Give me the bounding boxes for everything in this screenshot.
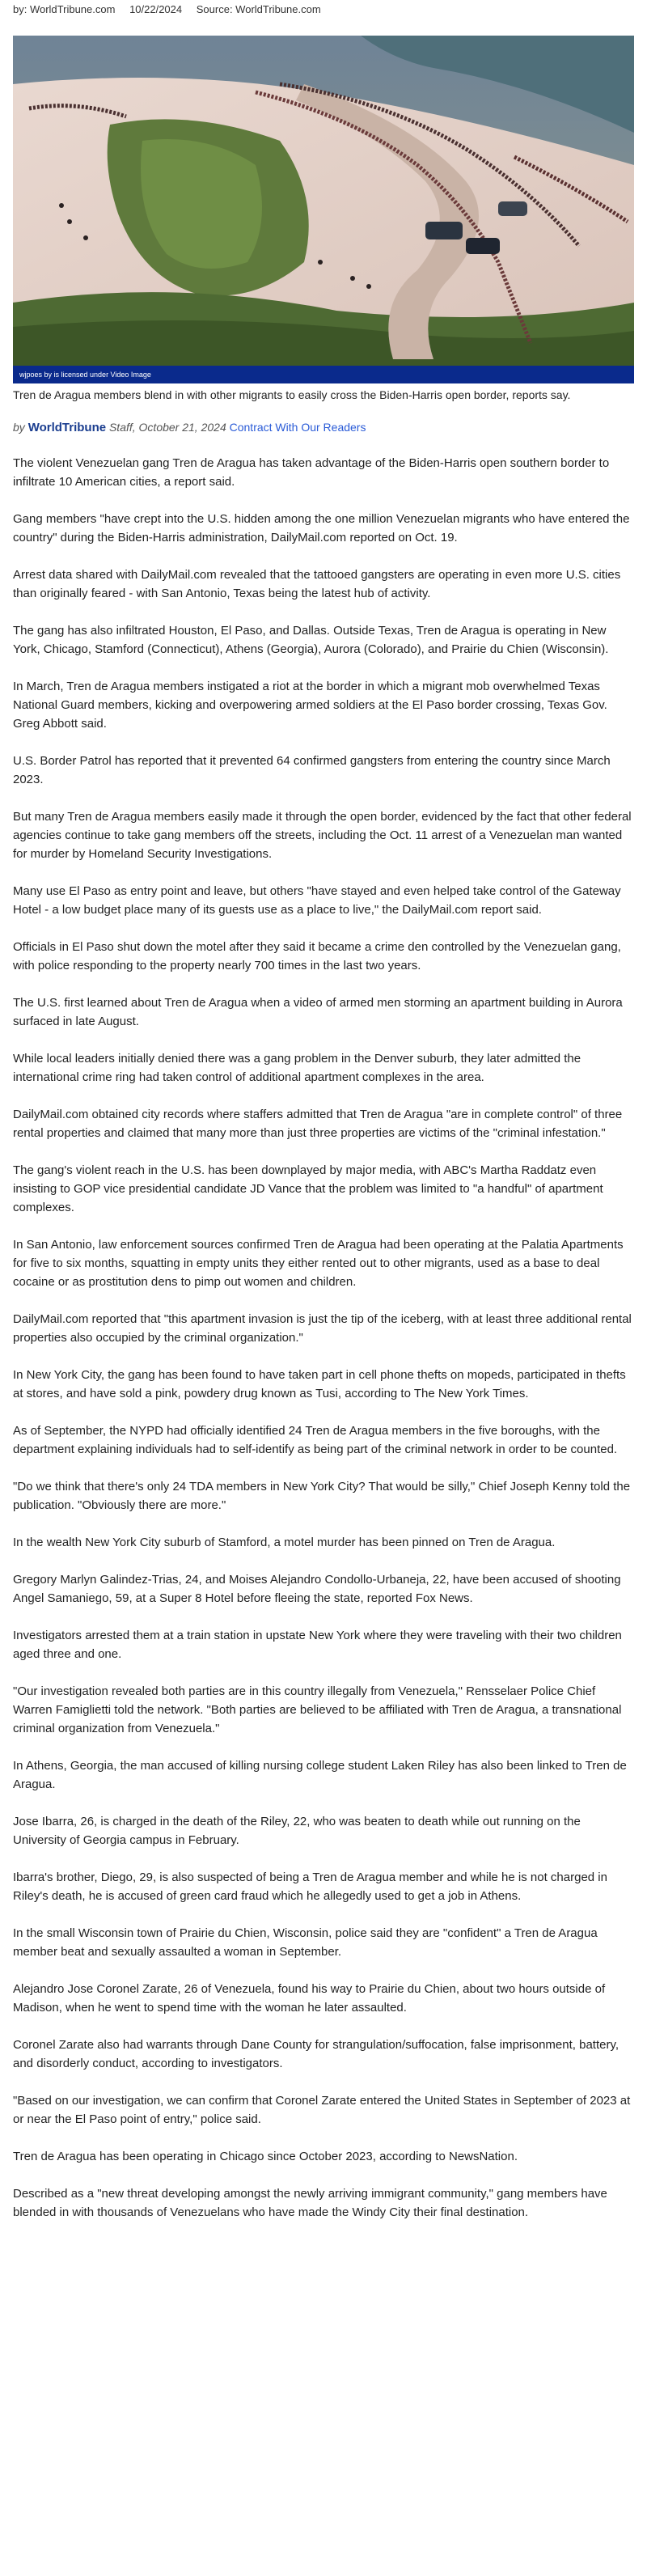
article-paragraph: In San Antonio, law enforcement sources confirmed Tren de Aragua had been operating at the Palatia Apartments for five to six months, squatting in empty units they either rented out to other migrants, used as a base to deal cocaine or as prostitution dens to pimp out women and children. bbox=[13, 1238, 624, 1289]
article-paragraph: As of September, the NYPD had officially identified 24 Tren de Aragua members in the five boroughs, with the department explaining individuals had to self-identify as being part of the criminal network in order to be counted. bbox=[13, 1424, 618, 1456]
article-paragraph: Officials in El Paso shut down the motel after they said it became a crime den controlled by the Venezuelan gang, with police responding to the property nearly 700 times in the last two years. bbox=[13, 940, 621, 972]
byline bbox=[13, 419, 634, 436]
meta-by: by: WorldTribune.com bbox=[13, 3, 116, 15]
article-paragraph: Ibarra's brother, Diego, 29, is also suspected of being a Tren de Aragua member and while he is not charged in Riley's death, he is accused of green card fraud which he allegedly used to get a job in Athens. bbox=[13, 1871, 607, 1903]
border-crowd-image bbox=[13, 36, 634, 383]
article-paragraph: While local leaders initially denied there was a gang problem in the Denver suburb, they later admitted the international crime ring had taken control of additional apartment complexes in the area. bbox=[13, 1052, 581, 1084]
article-body bbox=[13, 454, 634, 2222]
article bbox=[13, 0, 634, 2240]
article-paragraph: In the wealth New York City suburb of Stamford, a motel murder has been pinned on Tren de Aragua. bbox=[13, 1536, 556, 1549]
article-paragraph: In the small Wisconsin town of Prairie du Chien, Wisconsin, police said they are "confident" a Tren de Aragua member beat and sexually assaulted a woman in September. bbox=[13, 1926, 598, 1959]
meta-date: 10/22/2024 bbox=[129, 3, 183, 15]
article-paragraph: DailyMail.com reported that "this apartment invasion is just the tip of the iceberg, with at least three additional rental properties also occupied by the criminal organization." bbox=[13, 1312, 632, 1345]
article-paragraph: But many Tren de Aragua members easily made it through the open border, evidenced by the fact that other federal agencies continue to take gang members off the streets, including the Oct. 11 arrest of a Venezuelan man wanted for murder by Homeland Security Investigations. bbox=[13, 810, 632, 861]
article-paragraph: Gang members "have crept into the U.S. hidden among the one million Venezuelan migrants who have entered the country" during the Biden-Harris administration, DailyMail.com reported on Oct. 19. bbox=[13, 512, 630, 544]
article-paragraph: "Do we think that there's only 24 TDA members in New York City? That would be silly," Chief Joseph Kenny told the publication. "Obviously there are more." bbox=[13, 1480, 631, 1512]
meta-source: Source: WorldTribune.com bbox=[196, 3, 321, 15]
article-paragraph: U.S. Border Patrol has reported that it prevented 64 confirmed gangsters from entering the country since March 2023. bbox=[13, 754, 611, 786]
article-paragraph: Gregory Marlyn Galindez-Trias, 24, and Moises Alejandro Condollo-Urbaneja, 22, have been accused of shooting Angel Samaniego, 59, at a Super 8 Hotel before fleeing the state, reported Fox News. bbox=[13, 1573, 621, 1605]
article-paragraph: "Based on our investigation, we can confirm that Coronel Zarate entered the United States in September of 2023 at or near the El Paso point of entry," police said. bbox=[13, 2094, 631, 2126]
article-paragraph: The U.S. first learned about Tren de Aragua when a video of armed men storming an apartment building in Aurora surfaced in late August. bbox=[13, 996, 623, 1028]
article-paragraph: Tren de Aragua has been operating in Chicago since October 2023, according to NewsNation. bbox=[13, 2150, 518, 2163]
article-paragraph: Many use El Paso as entry point and leave, but others "have stayed and even helped take control of the Gateway Hotel - a low budget place many of its guests use as a place to live," the DailyMail.com report said. bbox=[13, 884, 621, 917]
byline-staff: Staff, October 21, 2024 bbox=[108, 421, 226, 434]
contract-link[interactable]: Contract With Our Readers bbox=[229, 421, 366, 434]
article-paragraph: Alejandro Jose Coronel Zarate, 26 of Venezuela, found his way to Prairie du Chien, about two hours outside of Madison, when he went to spend time with the woman he later assaulted. bbox=[13, 1982, 606, 2015]
byline-author[interactable]: WorldTribune bbox=[27, 421, 107, 434]
article-paragraph: In New York City, the gang has been found to have taken part in cell phone thefts on mopeds, participated in thefts at stores, and have sold a pink, powdery drug known as Tusi, according to The New York Times. bbox=[13, 1368, 626, 1400]
article-paragraph: The violent Venezuelan gang Tren de Aragua has taken advantage of the Biden-Harris open southern border to infiltrate 10 American cities, a report said. bbox=[13, 456, 610, 489]
article-meta bbox=[13, 0, 634, 19]
article-paragraph: DailyMail.com obtained city records where staffers admitted that Tren de Aragua "are in complete control" of three rental properties and claimed that many more than just three properties are victims of the "criminal infestation." bbox=[13, 1108, 623, 1140]
article-paragraph: Arrest data shared with DailyMail.com revealed that the tattooed gangsters are operating in even more U.S. cities than originally feared - with San Antonio, Texas being the latest hub of activity. bbox=[13, 568, 621, 600]
article-paragraph: In Athens, Georgia, the man accused of killing nursing college student Laken Riley has also been linked to Tren de Aragua. bbox=[13, 1759, 627, 1791]
article-paragraph: Described as a "new threat developing amongst the newly arriving immigrant community," gang members have blended in with thousands of Venezuelans who have made the Windy City their final destination. bbox=[13, 2187, 607, 2219]
photo-caption: Tren de Aragua members blend in with other migrants to easily cross the Biden-Harris open border, reports say. bbox=[13, 388, 571, 401]
article-photo bbox=[13, 36, 634, 383]
article-paragraph: In March, Tren de Aragua members instigated a riot at the border in which a migrant mob overwhelmed Texas National Guard members, kicking and overpowering armed soldiers at the El Paso border crossing, Texas Gov. Greg Abbott said. bbox=[13, 680, 607, 731]
article-paragraph: Coronel Zarate also had warrants through Dane County for strangulation/suffocation, false imprisonment, battery, and disorderly conduct, according to investigators. bbox=[13, 2038, 620, 2070]
article-paragraph: The gang's violent reach in the U.S. has been downplayed by major media, with ABC's Martha Raddatz even insisting to GOP vice presidential candidate JD Vance that the problem was limited to "a handful" of apartment complexes. bbox=[13, 1163, 603, 1214]
article-paragraph: Jose Ibarra, 26, is charged in the death of the Riley, 22, who was beaten to death while out running on the University of Georgia campus in February. bbox=[13, 1815, 581, 1847]
byline-by: by bbox=[13, 421, 25, 434]
photo-credit: wjpoes by is licensed under Video Image bbox=[13, 366, 634, 383]
article-paragraph: The gang has also infiltrated Houston, El Paso, and Dallas. Outside Texas, Tren de Aragua is operating in New York, Chicago, Stamford (Connecticut), Athens (Georgia), Aurora (Colorado), and Prairie du Chien (Wisconsin). bbox=[13, 624, 609, 656]
article-paragraph: Investigators arrested them at a train station in upstate New York where they were traveling with their two children aged three and one. bbox=[13, 1629, 622, 1661]
article-paragraph: "Our investigation revealed both parties are in this country illegally from Venezuela," Rensselaer Police Chief Warren Famiglietti told the network. "Both parties are believed to be affiliated with Tren de Aragua, a transnational criminal organization from Venezuela." bbox=[13, 1684, 622, 1735]
